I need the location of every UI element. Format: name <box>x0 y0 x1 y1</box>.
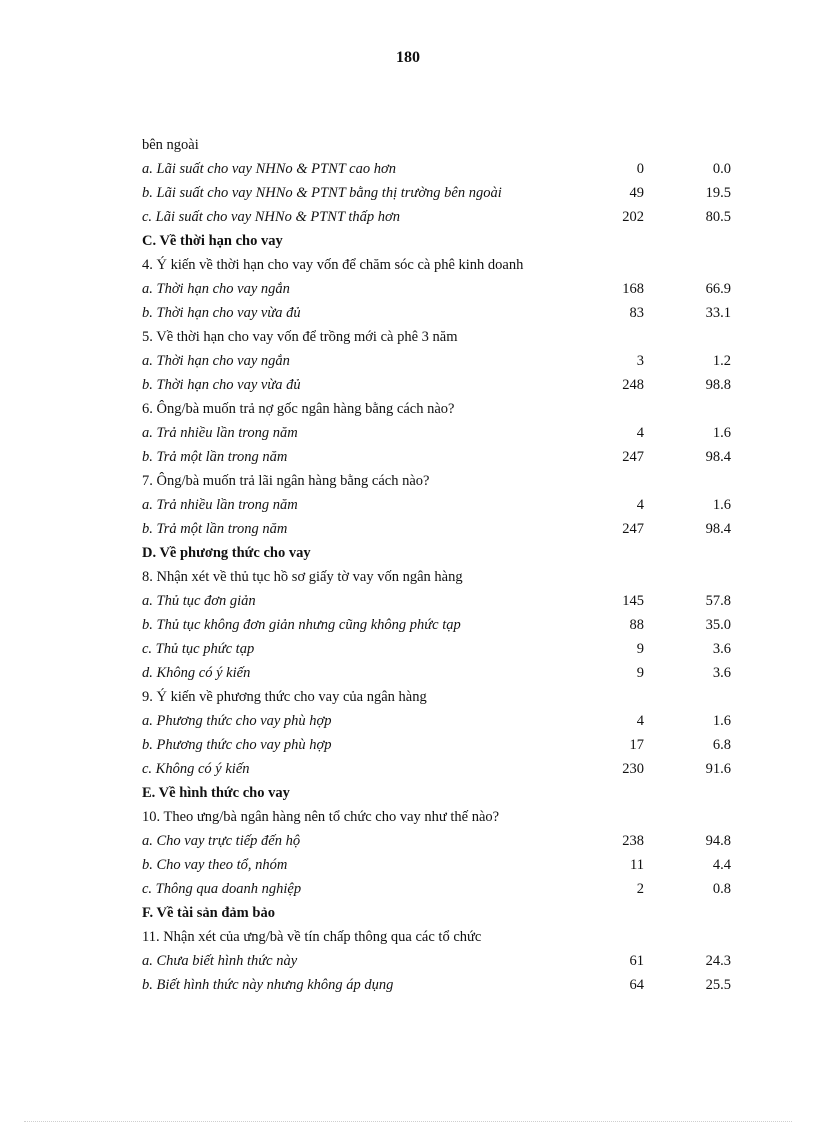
answer-option-row <box>142 661 742 685</box>
option-label: b. Lãi suất cho vay NHNo & PTNT bằng thị trường bên ngoài <box>142 185 502 201</box>
percentage-value: 3.6 <box>712 665 731 681</box>
option-label: a. Phương thức cho vay phù hợp <box>142 713 332 729</box>
question-row <box>142 469 742 493</box>
respondent-count: 64 <box>629 977 644 993</box>
question-text: 7. Ông/bà muốn trả lãi ngân hàng bằng cách nào? <box>142 473 430 489</box>
percentage-value: 33.1 <box>705 305 731 321</box>
respondent-count: 0 <box>636 161 644 177</box>
percentage-value: 35.0 <box>705 617 731 633</box>
section-title: C. Về thời hạn cho vay <box>142 233 283 249</box>
respondent-count: 4 <box>636 425 644 441</box>
percentage-value: 98.4 <box>705 449 731 465</box>
answer-option-row <box>142 733 742 757</box>
option-label: a. Trả nhiều lần trong năm <box>142 425 298 441</box>
option-label: b. Thủ tục không đơn giản nhưng cũng không phức tạp <box>142 617 461 633</box>
option-label: b. Trả một lần trong năm <box>142 449 288 465</box>
option-label: d. Không có ý kiến <box>142 665 251 681</box>
answer-option-row <box>142 349 742 373</box>
section-heading <box>142 541 742 565</box>
respondent-count: 247 <box>622 521 644 537</box>
respondent-count: 61 <box>629 953 644 969</box>
answer-option-row <box>142 205 742 229</box>
question-text: 11. Nhận xét của ưng/bà về tín chấp thông qua các tổ chức <box>142 929 482 945</box>
option-label: c. Thủ tục phức tạp <box>142 641 255 657</box>
percentage-value: 24.3 <box>705 953 731 969</box>
answer-option-row <box>142 589 742 613</box>
question-text: 6. Ông/bà muốn trả nợ gốc ngân hàng bằng cách nào? <box>142 401 455 417</box>
percentage-value: 98.4 <box>705 521 731 537</box>
answer-option-row <box>142 829 742 853</box>
option-label: b. Thời hạn cho vay vừa đủ <box>142 377 301 393</box>
question-row <box>142 925 742 949</box>
page-number: 180 <box>396 49 420 66</box>
answer-option-row <box>142 445 742 469</box>
answer-option-row <box>142 301 742 325</box>
respondent-count: 9 <box>636 641 644 657</box>
question-row <box>142 565 742 589</box>
percentage-value: 1.2 <box>712 353 731 369</box>
respondent-count: 4 <box>636 497 644 513</box>
option-label: c. Lãi suất cho vay NHNo & PTNT thấp hơn <box>142 209 401 225</box>
percentage-value: 4.4 <box>712 857 731 873</box>
answer-option-row <box>142 613 742 637</box>
option-label: b. Phương thức cho vay phù hợp <box>142 737 332 753</box>
percentage-value: 91.6 <box>705 761 731 777</box>
percentage-value: 3.6 <box>712 641 731 657</box>
answer-option-row <box>142 949 742 973</box>
option-label: b. Trả một lần trong năm <box>142 521 288 537</box>
question-row <box>142 397 742 421</box>
percentage-value: 25.5 <box>705 977 731 993</box>
percentage-value: 57.8 <box>705 593 731 609</box>
respondent-count: 9 <box>636 665 644 681</box>
percentage-value: 1.6 <box>712 713 731 729</box>
option-label: c. Không có ý kiến <box>142 761 250 777</box>
answer-option-row <box>142 709 742 733</box>
respondent-count: 2 <box>636 881 644 897</box>
percentage-value: 0.8 <box>712 881 731 897</box>
answer-option-row <box>142 853 742 877</box>
percentage-value: 1.6 <box>712 425 731 441</box>
option-label: a. Thủ tục đơn giản <box>142 593 256 609</box>
answer-option-row <box>142 637 742 661</box>
answer-option-row <box>142 157 742 181</box>
percentage-value: 6.8 <box>712 737 731 753</box>
question-text: 4. Ý kiến về thời hạn cho vay vốn để chăm sóc cà phê kinh doanh <box>142 257 524 273</box>
question-text: 10. Theo ưng/bà ngân hàng nên tổ chức cho vay như thế nào? <box>142 809 500 825</box>
section-heading <box>142 229 742 253</box>
question-row <box>142 685 742 709</box>
option-label: a. Lãi suất cho vay NHNo & PTNT cao hơn <box>142 161 396 177</box>
respondent-count: 230 <box>622 761 644 777</box>
answer-option-row <box>142 517 742 541</box>
percentage-value: 94.8 <box>705 833 731 849</box>
section-title: E. Về hình thức cho vay <box>142 785 290 801</box>
text-row <box>142 133 742 157</box>
respondent-count: 11 <box>630 857 644 873</box>
section-title: F. Về tài sản đảm bảo <box>142 905 275 921</box>
question-text: 8. Nhận xét về thủ tục hồ sơ giấy tờ vay vốn ngân hàng <box>142 569 463 585</box>
question-text: bên ngoài <box>142 137 199 153</box>
option-label: a. Chưa biết hình thức này <box>142 953 298 969</box>
option-label: a. Thời hạn cho vay ngắn <box>142 281 290 297</box>
option-label: a. Thời hạn cho vay ngắn <box>142 353 290 369</box>
question-text: 5. Về thời hạn cho vay vốn để trồng mới cà phê 3 năm <box>142 329 458 345</box>
question-row <box>142 325 742 349</box>
section-heading <box>142 781 742 805</box>
percentage-value: 1.6 <box>712 497 731 513</box>
option-label: a. Trả nhiều lần trong năm <box>142 497 298 513</box>
respondent-count: 248 <box>622 377 644 393</box>
percentage-value: 19.5 <box>705 185 731 201</box>
question-row <box>142 253 742 277</box>
section-title: D. Về phương thức cho vay <box>142 545 311 561</box>
answer-option-row <box>142 181 742 205</box>
question-row <box>142 805 742 829</box>
option-label: b. Biết hình thức này nhưng không áp dụng <box>142 977 394 993</box>
option-label: c. Thông qua doanh nghiệp <box>142 881 302 897</box>
respondent-count: 4 <box>636 713 644 729</box>
respondent-count: 202 <box>622 209 644 225</box>
percentage-value: 0.0 <box>712 161 731 177</box>
respondent-count: 83 <box>629 305 644 321</box>
percentage-value: 66.9 <box>705 281 731 297</box>
percentage-value: 80.5 <box>705 209 731 225</box>
question-text: 9. Ý kiến về phương thức cho vay của ngân hàng <box>142 689 427 705</box>
option-label: b. Cho vay theo tổ, nhóm <box>142 857 288 873</box>
answer-option-row <box>142 877 742 901</box>
option-label: b. Thời hạn cho vay vừa đủ <box>142 305 301 321</box>
answer-option-row <box>142 757 742 781</box>
respondent-count: 49 <box>629 185 644 201</box>
respondent-count: 3 <box>636 353 644 369</box>
respondent-count: 168 <box>622 281 644 297</box>
bottom-dotted-rule <box>24 1121 792 1122</box>
answer-option-row <box>142 493 742 517</box>
respondent-count: 88 <box>629 617 644 633</box>
answer-option-row <box>142 373 742 397</box>
answer-option-row <box>142 973 742 997</box>
respondent-count: 145 <box>622 593 644 609</box>
percentage-value: 98.8 <box>705 377 731 393</box>
survey-results-list <box>142 133 742 997</box>
section-heading <box>142 901 742 925</box>
respondent-count: 17 <box>629 737 644 753</box>
answer-option-row <box>142 277 742 301</box>
respondent-count: 247 <box>622 449 644 465</box>
option-label: a. Cho vay trực tiếp đến hộ <box>142 833 301 849</box>
respondent-count: 238 <box>622 833 644 849</box>
answer-option-row <box>142 421 742 445</box>
